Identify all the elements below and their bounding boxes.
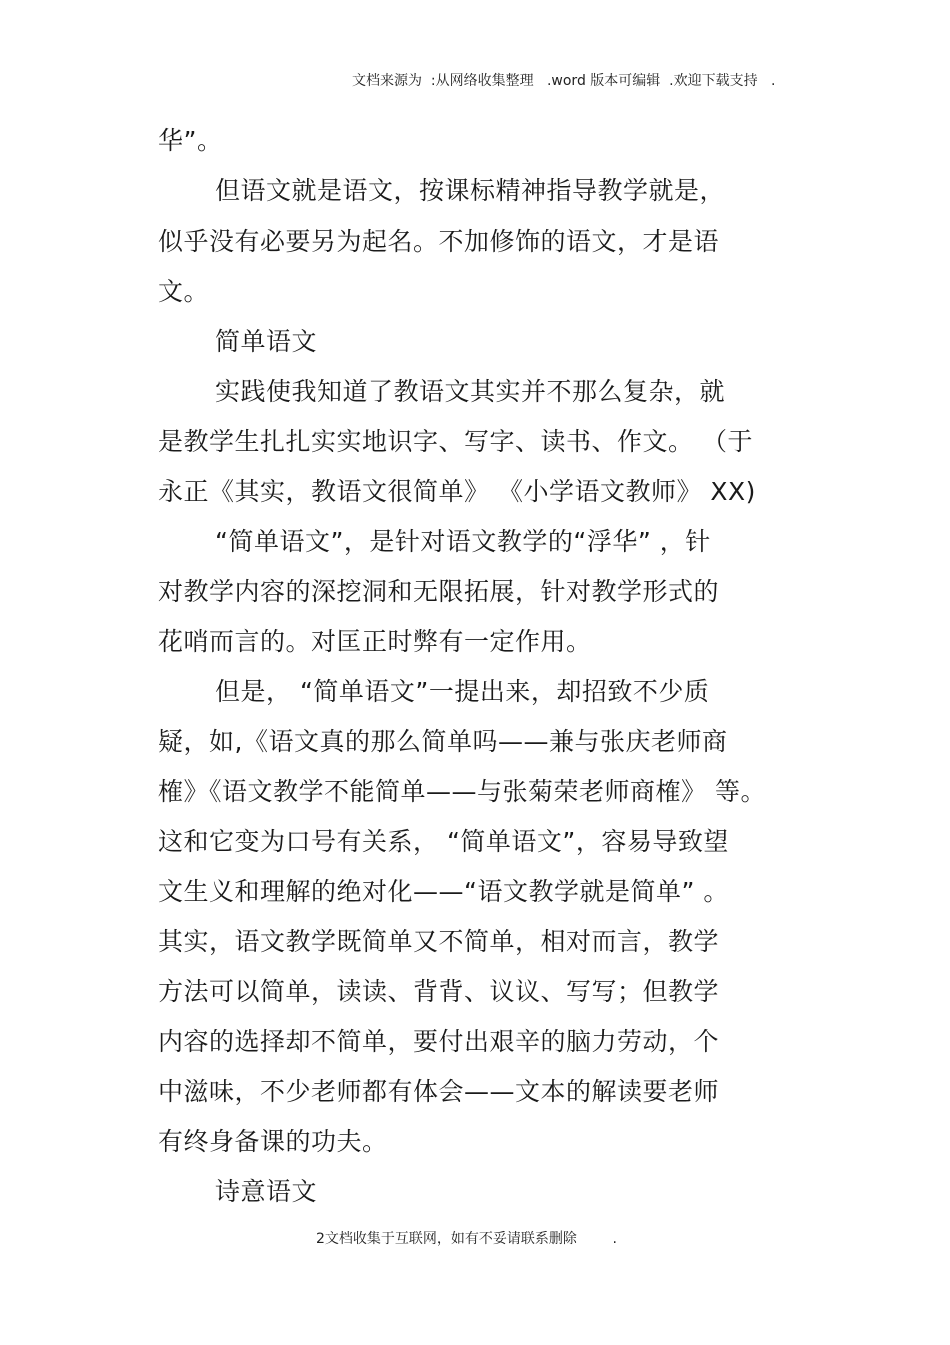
text-line: 花哨而言的。对匡正时弊有一定作用。	[158, 627, 592, 656]
text-line: 但是， “简单语文”一提出来，却招致不少质	[215, 677, 710, 706]
text-line: 中滋味，不少老师都有体会——文本的解读要老师	[158, 1077, 720, 1106]
text-line: 文。	[158, 277, 210, 306]
text-line: 是教学生扎扎实实地识字、写字、读书、作文。 （于	[158, 427, 753, 456]
text-line: 似乎没有必要另为起名。不加修饰的语文，才是语	[158, 227, 720, 256]
text-line: 华”。	[158, 126, 223, 155]
text-line: 对教学内容的深挖洞和无限拓展，针对教学形式的	[158, 577, 720, 606]
text-line: 其实，语文教学既简单又不简单，相对而言，教学	[158, 927, 720, 956]
text-line: 但语文就是语文，按课标精神指导教学就是，	[215, 176, 726, 205]
text-line: 实践使我知道了教语文其实并不那么复杂，就	[215, 377, 726, 406]
section-heading: 简单语文	[215, 327, 318, 356]
section-heading: 诗意语文	[215, 1177, 318, 1206]
text-line: 疑，如,《语文真的那么简单吗——兼与张庆老师商	[158, 727, 728, 756]
text-line: 方法可以简单，读读、背背、议议、写写；但教学	[158, 977, 720, 1006]
text-line: 榷》《语文教学不能简单——与张菊荣老师商榷》 等。	[158, 777, 766, 806]
text-line: 有终身备课的功夫。	[158, 1127, 388, 1156]
text-line: 文生义和理解的绝对化——“语文教学就是简单” 。	[158, 877, 729, 906]
text-line: 永正《其实，教语文很简单》 《小学语文教师》 XX)	[158, 477, 756, 506]
text-line: 这和它变为口号有关系， “简单语文”，容易导致望	[158, 827, 729, 856]
page-header: 文档来源为 :从网络收集整理 .word 版本可编辑 .欢迎下载支持 .	[352, 73, 776, 89]
text-line: “简单语文”，是针对语文教学的“浮华” ，针	[215, 527, 711, 556]
text-line: 内容的选择却不简单，要付出艰辛的脑力劳动，个	[158, 1027, 720, 1056]
page-footer: 2文档收集于互联网，如有不妥请联系删除 .	[316, 1231, 617, 1247]
